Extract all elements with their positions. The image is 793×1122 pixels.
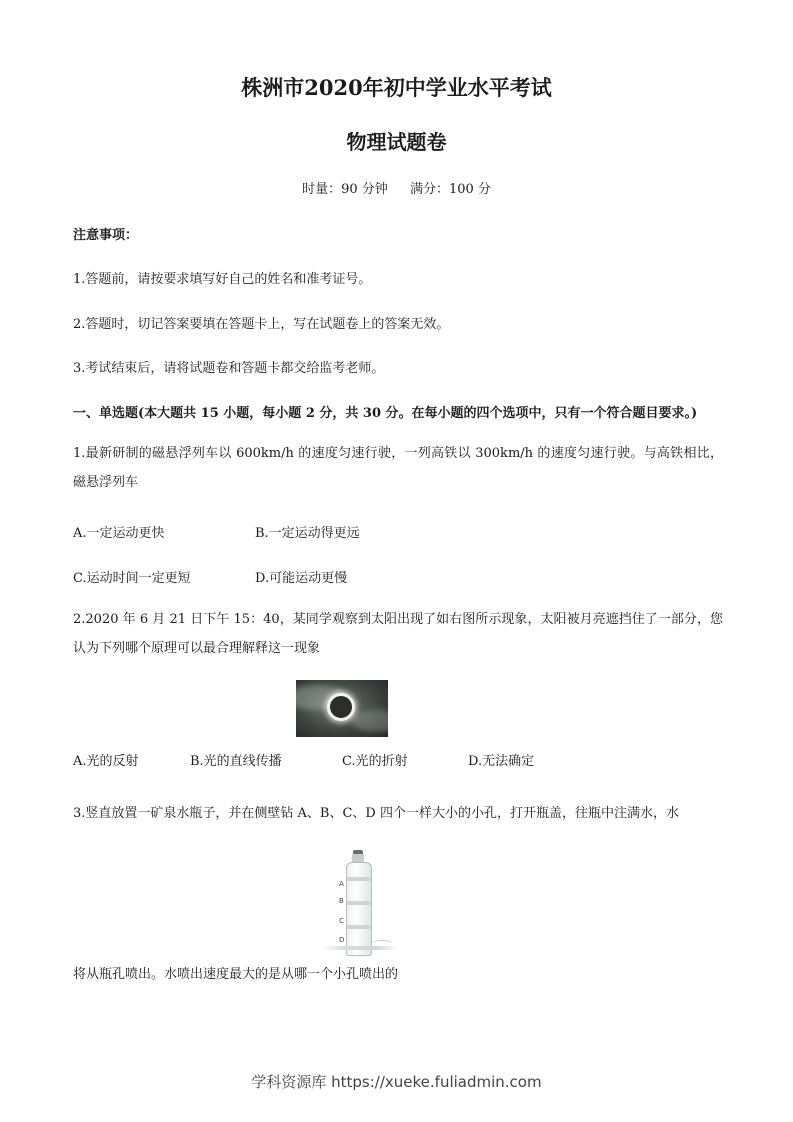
- hole-label-a: A: [339, 880, 344, 888]
- q2-option-d: D.无法确定: [468, 754, 535, 769]
- q2-option-c: C.光的折射: [342, 754, 408, 769]
- notice-heading: 注意事项：: [73, 228, 139, 243]
- page-subtitle: 物理试题卷: [346, 130, 447, 154]
- question-3-stem: 3.竖直放置一矿泉水瓶子，并在侧壁钻 A、B、C、D 四个一样大小的小孔，打开瓶盖，往瓶中注满水，水: [73, 806, 679, 821]
- notice-item: 2.答题时，切记答案要填在答题卡上，写在试题卷上的答案无效。: [73, 317, 450, 332]
- q1-option-d: D.可能运动更慢: [255, 571, 348, 586]
- q1-option-a: A.一定运动更快: [73, 526, 165, 541]
- eclipsed-sun-icon: [327, 693, 355, 721]
- water-bottle-photo: [322, 850, 398, 960]
- footer-watermark: 学科资源库 https://xueke.fuliadmin.com: [251, 1073, 542, 1091]
- notice-item: 3.考试结束后，请将试题卷和答题卡都交给监考老师。: [73, 361, 385, 376]
- exam-meta: [0, 178, 793, 197]
- notice-item: 1.答题前，请按要求填写好自己的姓名和准考证号。: [73, 272, 372, 287]
- q1-option-c: C.运动时间一定更短: [73, 571, 191, 586]
- exam-score: 满分：100 分: [409, 182, 491, 197]
- question-1-stem: 1.最新研制的磁悬浮列车以 600km/h 的速度匀速行驶，一列高铁以 300km/h 的速度匀速行驶。与高铁相比，磁悬浮列车: [73, 446, 723, 490]
- question-2-stem: 2.2020 年 6 月 21 日下午 15：40，某同学观察到太阳出现了如右图所示现象，太阳被月亮遮挡住了一部分，您认为下列哪个原理可以最合理解释这一现象: [73, 612, 723, 656]
- hole-label-d: D: [339, 936, 345, 944]
- question-3-stem-cont: 将从瓶孔喷出。水喷出速度最大的是从哪一个小孔喷出的: [73, 967, 399, 982]
- q1-option-b: B.一定运动得更远: [255, 526, 360, 541]
- section-heading: 一、单选题(本大题共 15 小题，每小题 2 分，共 30 分。在每小题的四个选项中，只有一个符合题目要求。): [73, 406, 698, 421]
- q2-option-b: B.光的直线传播: [190, 754, 282, 769]
- q2-option-a: A.光的反射: [73, 754, 139, 769]
- exam-time: 时量：90 分钟: [302, 182, 388, 197]
- solar-eclipse-photo: [296, 680, 388, 737]
- hole-label-b: B: [339, 897, 344, 905]
- hole-label-c: C: [339, 917, 344, 925]
- page-title: 株洲市2020年初中学业水平考试: [241, 75, 552, 100]
- bottle-icon: [346, 862, 372, 956]
